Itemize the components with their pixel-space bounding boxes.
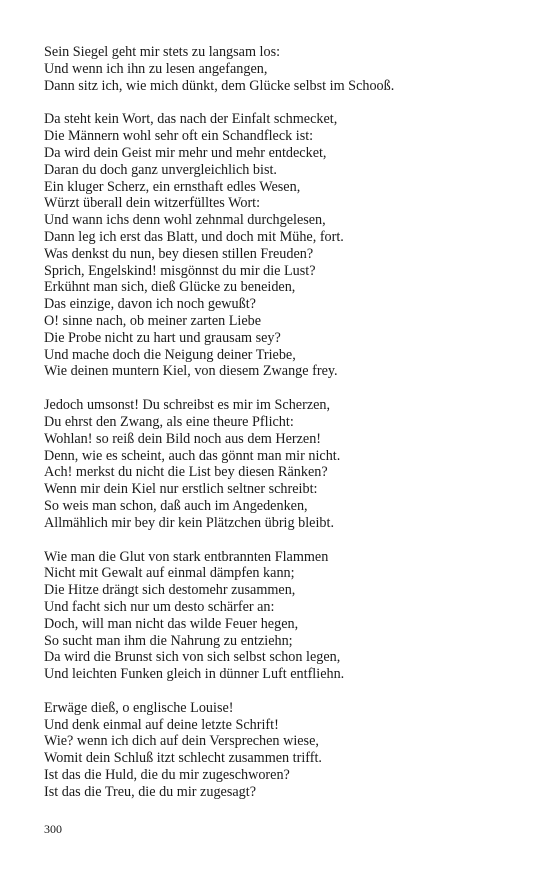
page-number: 300 — [44, 822, 62, 836]
verse-line: Das einzige, davon ich noch gewußt? — [44, 296, 256, 313]
verse-line: Ach! merkst du nicht die List bey diesen Ränken? — [44, 464, 328, 481]
verse-line: Da wird die Brunst sich von sich selbst schon legen, — [44, 649, 341, 666]
verse-line: Und leichten Funken gleich in dünner Luft entfliehn. — [44, 666, 345, 683]
verse-line: Daran du doch ganz unvergleichlich bist. — [44, 161, 277, 178]
stanza — [44, 397, 514, 531]
verse-line: Allmählich mir bey dir kein Plätzchen übrig bleibt. — [44, 514, 334, 531]
verse-line: Da wird dein Geist mir mehr und mehr entdecket, — [44, 144, 327, 161]
verse-line: O! sinne nach, ob meiner zarten Liebe — [44, 312, 262, 329]
verse-line: Ein kluger Scherz, ein ernsthaft edles Wesen, — [44, 178, 301, 195]
verse-line: Die Hitze drängt sich destomehr zusammen, — [44, 582, 296, 599]
verse-line: Womit dein Schluß itzt schlecht zusammen trifft. — [44, 750, 322, 767]
stanza — [44, 111, 514, 380]
verse-line: Ist das die Treu, die du mir zugesagt? — [44, 783, 256, 800]
verse-line: Und wann ichs denn wohl zehnmal durchgelesen, — [44, 212, 326, 229]
verse-line: Die Probe nicht zu hart und grausam sey? — [44, 329, 281, 346]
verse-line: Dann leg ich erst das Blatt, und doch mit Mühe, fort. — [44, 228, 344, 245]
verse-line: Sprich, Engelskind! misgönnst du mir die Lust? — [44, 262, 316, 279]
verse-line: Nicht mit Gewalt auf einmal dämpfen kann; — [44, 565, 295, 582]
verse-line: Wie? wenn ich dich auf dein Versprechen wiese, — [44, 733, 319, 750]
verse-line: Sein Siegel geht mir stets zu langsam los: — [44, 44, 281, 60]
verse-line: Du ehrst den Zwang, als eine theure Pflicht: — [44, 413, 294, 430]
verse-line: Und facht sich nur um desto schärfer an: — [44, 598, 275, 615]
verse-line: Was denkst du nun, bey diesen stillen Freuden? — [44, 245, 314, 262]
verse-line: Und denk einmal auf deine letzte Schrift! — [44, 716, 279, 733]
verse-line: Wie deinen muntern Kiel, von diesem Zwange frey. — [44, 363, 338, 380]
verse-line: Und mache doch die Neigung deiner Triebe, — [44, 346, 296, 363]
verse-line: Ist das die Huld, die du mir zugeschworen? — [44, 767, 290, 784]
verse-line: Würzt überall dein witzerfülltes Wort: — [44, 195, 261, 212]
verse-line: Doch, will man nicht das wilde Feuer hegen, — [44, 615, 299, 632]
verse-line: Erkühnt man sich, dieß Glücke zu beneiden, — [44, 279, 296, 296]
verse-line: So sucht man ihm die Nahrung zu entziehn; — [44, 632, 293, 649]
verse-line: Wohlan! so reiß dein Bild noch aus dem Herzen! — [44, 430, 322, 447]
verse-line: Erwäge dieß, o englische Louise! — [44, 699, 234, 716]
verse-line: Denn, wie es scheint, auch das gönnt man mir nicht. — [44, 447, 341, 464]
stanza — [44, 700, 514, 801]
verse-line: Und wenn ich ihn zu lesen angefangen, — [44, 60, 268, 77]
verse-line: Die Männern wohl sehr oft ein Schandfleck ist: — [44, 128, 314, 145]
verse-line: Wie man die Glut von stark entbrannten Flammen — [44, 548, 329, 565]
verse-line: So weis man schon, daß auch im Angedenken, — [44, 497, 308, 514]
verse-line: Dann sitz ich, wie mich dünkt, dem Glücke selbst im Schooß. — [44, 77, 395, 94]
poem-text-block — [44, 44, 514, 818]
verse-line: Da steht kein Wort, das nach der Einfalt schmecket, — [44, 111, 338, 128]
verse-line: Jedoch umsonst! Du schreibst es mir im Scherzen, — [44, 397, 331, 414]
stanza — [44, 44, 514, 94]
verse-line: Wenn mir dein Kiel nur erstlich seltner schreibt: — [44, 481, 318, 498]
stanza — [44, 549, 514, 683]
